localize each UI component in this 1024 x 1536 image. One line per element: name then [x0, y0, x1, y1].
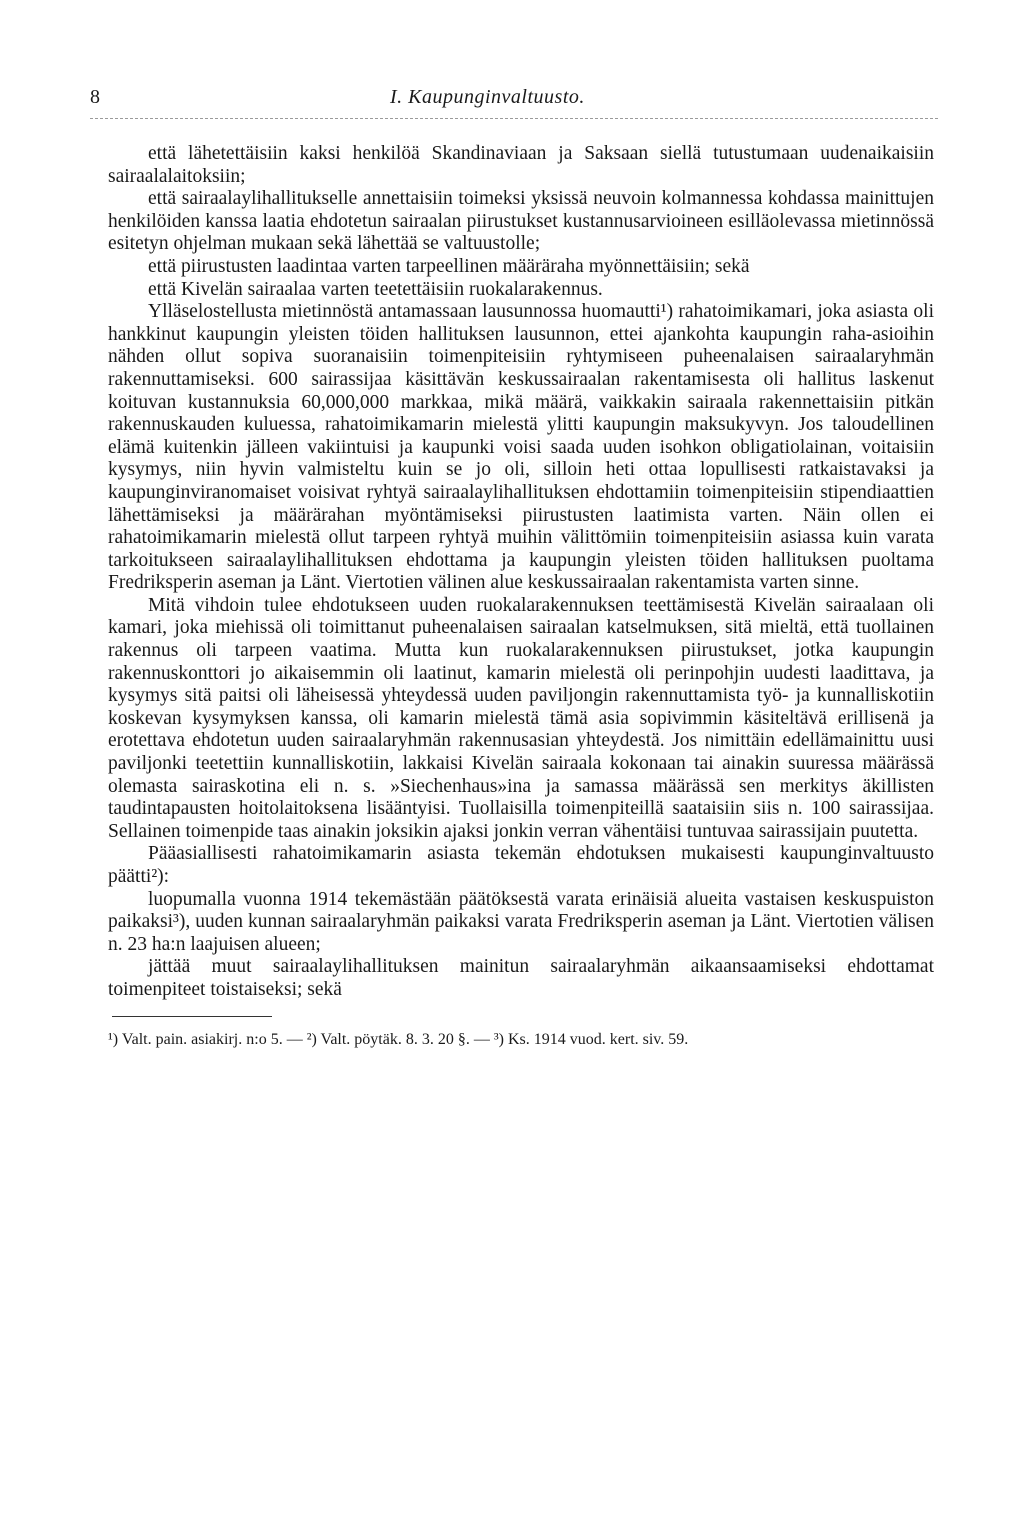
paragraph: Mitä vihdoin tulee ehdotukseen uuden ruokalarakennuksen teettämisestä Kivelän sairaalaan oli kamari, joka miehissä oli toimittanut puheenalaisen sairaalan katselmuksen, sitä mieltä, että tuollainen rakennus oli tarpeen vaatima. Mutta kun ruokalarakennuksen piirustukset, jotka kaupungin rakennuskonttori jo aikaisemmin oli laatinut, kamarin mielestä oli perinpohjin uudesti laadittava, ja kysymys sitä paitsi oli läheisessä yhteydessä uuden paviljongin rakennuttamista työ- ja kunnalliskotiin koskevan kysymyksen kanssa, oli kamarin mielestä tämä asia sopivimmin käsiteltävä erillisenä ja erotettava ehdotetun uuden sairaalaryhmän rakennusasian yhteydestä. Jos nimittäin edellämainittu uusi paviljonki teetettiin kunnalliskotiin, lakkaisi Kivelän sairaala kokonaan tai ainakin suuressa määrässä olemasta sairaskotina eli n. s. »Siechenhaus»ina ja samassa määrässä sen merkitys äkillisten taudintapausten hoitolaitoksena lisääntyisi. Tuollaisilla toimenpiteillä saataisiin siis n. 100 sairassijaa. Sellainen toimenpide taas ainakin joksikin ajaksi jonkin verran vähentäisi tuntuvaa sairassijain puutetta. [108, 594, 934, 842]
paragraph: jättää muut sairaalaylihallituksen mainitun sairaalaryhmän aikaansaamiseksi ehdottamat toimenpiteet toistaiseksi; sekä [108, 956, 934, 1000]
paragraph: luopumalla vuonna 1914 tekemästään päätöksestä varata erinäisiä alueita vastaisen keskuspuiston paikaksi³), uuden kunnan sairaalaryhmän paikaksi varata Fredriksperin aseman ja Länt. Viertotien välisen n. 23 ha:n laajuisen alueen; [108, 888, 934, 955]
footnote-rule [112, 1016, 272, 1017]
paragraph: Pääasiallisesti rahatoimikamarin asiasta tekemän ehdotuksen mukaisesti kaupunginvaltuusto päätti²): [108, 843, 934, 887]
paragraph: että Kivelän sairaalaa varten teetettäisiin ruokalarakennus. [148, 278, 603, 300]
running-title: I. Kaupunginvaltuusto. [390, 86, 585, 108]
paragraph: Ylläselostellusta mietinnöstä antamassaan lausunnossa huomautti¹) rahatoimikamari, joka asiasta oli hankkinut kaupungin yleisten töiden hallituksen lausunnon, ettei ajankohta kaupungin raha-asioihin nähden ollut sopiva suoranaisiin toimenpiteisiin ryhtymiseen puheenalaisen sairaalaryhmän rakennuttamiseksi. 600 sairassijaa käsittävän keskussairaalan rakentamisesta oli hallitus laskenut koituvan kustannuksia 60,000,000 markkaa, mikä määrä, vaikkakin sairaala rakennettaisiin pitkän rakennuskauden kuluessa, rahatoimikamarin mielestä ylitti kaupungin maksukyvyn. Jos taloudellinen elämä kuitenkin jälleen vakiintuisi ja kaupunki voisi saada uuden isohkon obligatiolainan, voitaisiin kysymys, niin hyvin valmisteltu kuin se jo oli, silloin heti ottaa lopullisesti ratkaistavaksi ja kaupunginviranomaiset voisivat ryhtyä sairaalaylihallituksen ehdottamiin toimenpiteisiin stipendiaattien lähettämiseksi ja määrärahan myöntämiseksi piirustusten laatimista varten. Näin ollen ei rahatoimikamarin mielestä ollut tarpeen ryhtyä muihin välittömiin toimenpiteisiin asiassa kuin varata tarkoitukseen sairaalaylihallituksen ehdottama ja kaupungin yleisten töiden hallituksen puoltama Fredriksperin aseman ja Länt. Viertotien välinen alue keskussairaalan rakentamista varten sinne. [108, 301, 934, 594]
footnotes: ¹) Valt. pain. asiakirj. n:o 5. — ²) Valt. pöytäk. 8. 3. 20 §. — ³) Ks. 1914 vuod. kert. siv. 59. [108, 1031, 689, 1048]
body-text [108, 143, 934, 1002]
paragraph: että sairaalaylihallitukselle annettaisiin toimeksi yksissä neuvoin kolmannessa kohdassa mainittujen henkilöiden kanssa laatia ehdotetun sairaalan piirustukset kustannusarvioineen esilläolevassa mietinnössä esitetyn ohjelman mukaan sekä lähettää se valtuustolle; [108, 188, 934, 255]
page-number: 8 [90, 86, 100, 108]
paragraph: että piirustusten laadintaa varten tarpeellinen määräraha myönnettäisiin; sekä [148, 255, 750, 277]
paragraph: että lähetettäisiin kaksi henkilöä Skandinaviaan ja Saksaan siellä tutustumaan uudenaikaisiin sairaalalaitoksiin; [108, 143, 934, 187]
page-header [90, 86, 938, 120]
header-rule [90, 118, 938, 119]
